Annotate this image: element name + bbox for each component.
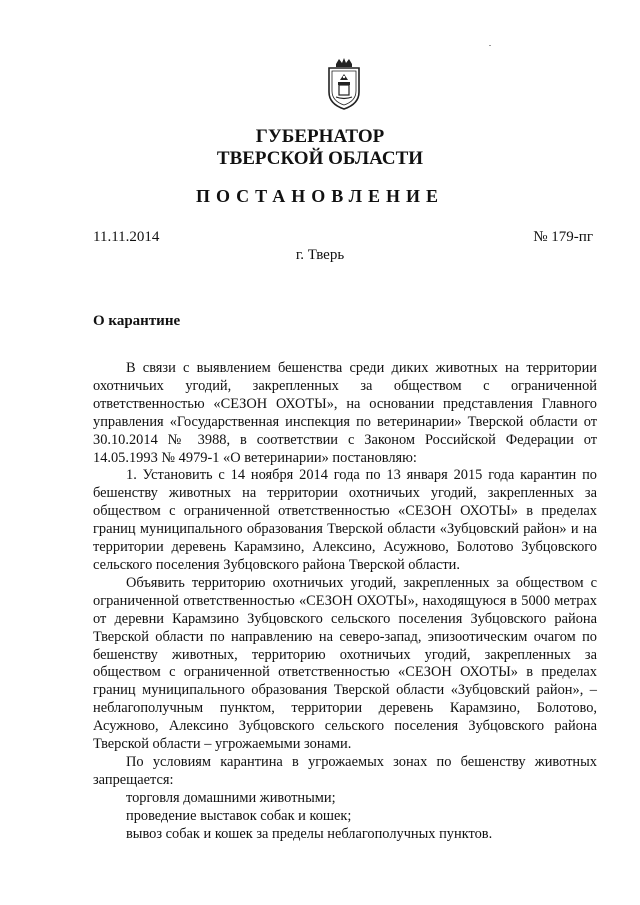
document-number: № 179-пг (533, 229, 593, 245)
document-body (93, 360, 597, 843)
list-item: проведение выставок собак и кошек; (126, 807, 352, 824)
document-subject: О карантине (93, 313, 181, 329)
list-item: вывоз собак и кошек за пределы неблагополучных пунктов. (126, 825, 493, 842)
document-type: ПОСТАНОВЛЕНИЕ (195, 186, 445, 206)
paragraph-restrictions: По условиям карантина в угрожаемых зонах по бешенству животных запрещается: (93, 753, 597, 788)
document-city: г. Тверь (295, 247, 345, 263)
document-date: 11.11.2014 (93, 229, 160, 245)
coat-of-arms-icon (327, 58, 361, 110)
list-item: торговля домашними животными; (126, 789, 336, 806)
issuer-title: ГУБЕРНАТОР (255, 126, 385, 147)
issuer-region: ТВЕРСКОЙ ОБЛАСТИ (216, 148, 424, 169)
paragraph-preamble: В связи с выявлением бешенства среди диких животных на территории охотничьих угодий, закрепленных за обществом с ограниченной ответственностью «СЕЗОН ОХОТЫ», на основании представления Главного управления «Государственная инспекция по ветеринарии» Тверской области от 30.10.2014 № 3988, в соответствии с Законом Российской Федерации от 14.05.1993 № 4979-1 «О ветеринарии» постановляю: (93, 360, 597, 466)
scan-mark (489, 45, 491, 46)
paragraph-1: 1. Установить с 14 ноября 2014 года по 13 января 2015 года карантин по бешенству животных на территории охотничьих угодий, закрепленных за обществом с ограниченной ответственностью «СЕЗОН ОХОТЫ» в пределах границ муниципального образования Тверской области «Зубцовский район» и на территории деревень Карамзино, Алексино, Асужново, Болотово Зубцовского сельского поселения Зубцовского района Тверской области. (93, 467, 597, 573)
paragraph-declaration: Объявить территорию охотничьих угодий, закрепленных за обществом с ограниченной ответственностью «СЕЗОН ОХОТЫ», находящуюся в 5000 метрах от деревни Карамзино Зубцовского сельского поселения Зубцовского района Тверской области по направлению на северо-запад, эпизоотическим очагом по бешенству животных, территорию охотничьих угодий, закрепленных за обществом с ограниченной ответственностью «СЕЗОН ОХОТЫ» в пределах границ муниципального образования Тверской области «Зубцовский район», – неблагополучным пунктом, территории деревень Карамзино, Болотово, Асужново, Алексино Зубцовского сельского поселения Зубцовского района Тверской области – угрожаемыми зонами. (93, 574, 597, 753)
